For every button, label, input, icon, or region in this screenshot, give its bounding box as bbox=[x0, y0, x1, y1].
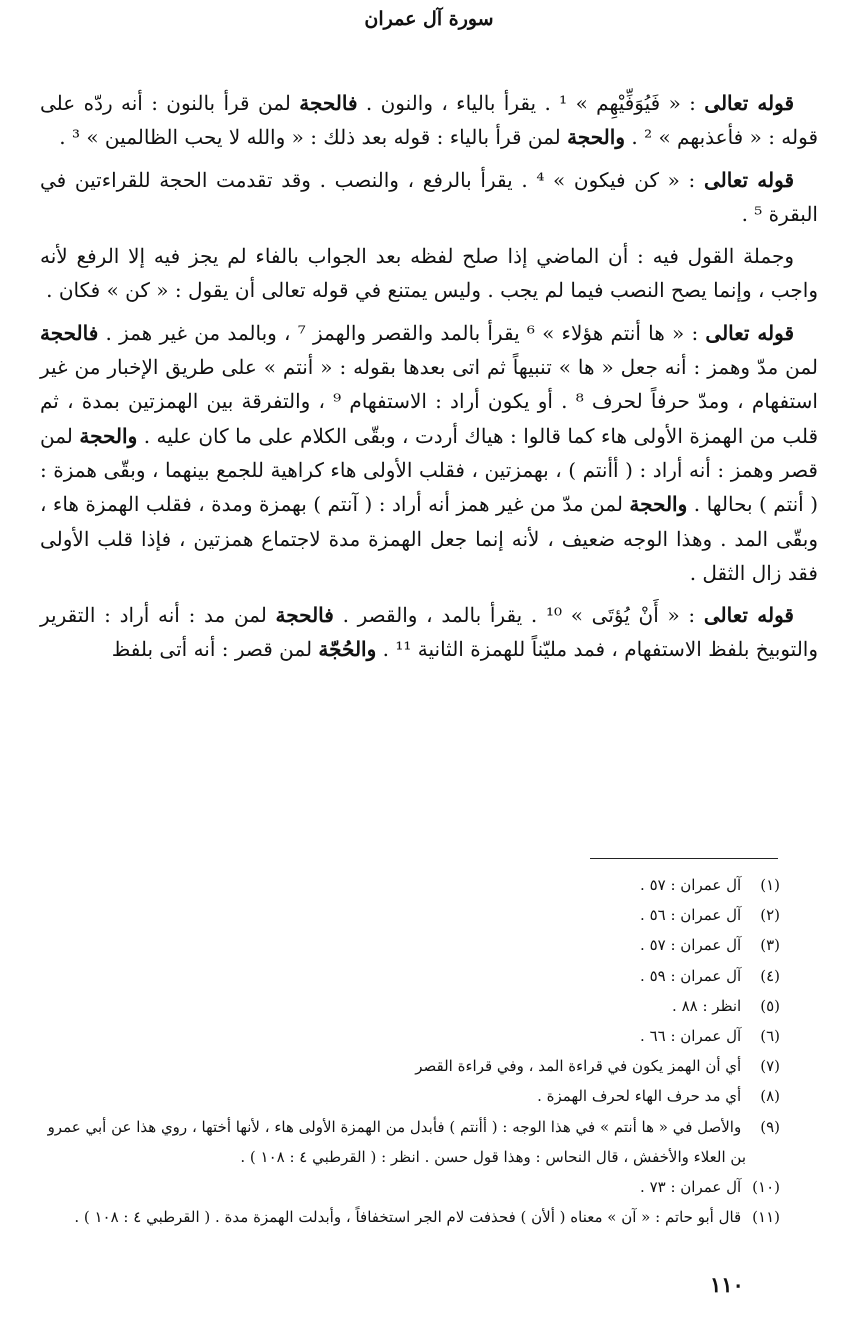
keyword: قوله تعالى bbox=[703, 167, 795, 192]
footnote-text: انظر : ٨٨ . bbox=[672, 996, 742, 1015]
footnote-number: (٢) bbox=[760, 906, 780, 925]
footnote bbox=[30, 930, 780, 960]
footnote bbox=[30, 991, 780, 1021]
paragraph-1 bbox=[40, 86, 818, 155]
keyword: قوله تعالى bbox=[704, 91, 795, 115]
footnote-text: آل عمران : ٥٦ . bbox=[640, 906, 742, 925]
footnote-text: والأصل في « ها أنتم » في هذا الوجه : ( أأنتم ) فأبدل من الهمزة الأولى هاء ، لأنها أختها ، روي هذا عن أبي عمرو bbox=[47, 1117, 742, 1136]
footnote-number: (١) bbox=[760, 876, 780, 894]
footnote-text: آل عمران : ٥٧ . bbox=[640, 876, 742, 894]
footnote bbox=[30, 961, 780, 991]
paragraph-2 bbox=[40, 163, 818, 232]
footnote-number: (٥) bbox=[760, 996, 780, 1015]
footnote-number: (٣) bbox=[760, 936, 780, 955]
keyword: فالحجة bbox=[275, 603, 334, 628]
footnote-text: أي مد حرف الهاء لحرف الهمزة . bbox=[537, 1087, 742, 1106]
footnote-number: (١٠) bbox=[752, 1178, 780, 1197]
text-run: لمن مد : أنه أراد : التقرير والتوبيخ بلفظ الاستفهام ، فمد مليّناً للهمزة الثانية ¹¹ . bbox=[40, 603, 818, 662]
footnote-separator bbox=[590, 858, 778, 859]
keyword: فالحجة bbox=[40, 320, 99, 345]
footnote-text: بن العلاء والأخفش ، قال النحاس : وهذا قول حسن . انظر : ( القرطبي ٤ : ١٠٨ ) . bbox=[240, 1147, 746, 1166]
text-run: لمن مدّ من غير همز أنه أراد : ( آنتم ) بهمزة ومدة ، فقلب الهمزة هاء ، وبقّى المد . وهذا الوجه ضعيف ، لأنه إنما جعل الهمزة مدة لاجتماع همزتين ، فإذا قلب الأولى فقد زال الثقل . bbox=[40, 492, 819, 585]
footnote-continuation bbox=[30, 1142, 780, 1172]
text-run: : « ها أنتم هؤلاء » ⁶ يقرأ بالمد والقصر والهمز ⁷ ، وبالمد من غير همز . bbox=[105, 320, 699, 345]
footnote bbox=[30, 1112, 780, 1142]
page-number: ١١٠ bbox=[710, 1272, 744, 1297]
keyword: قوله تعالى bbox=[703, 603, 794, 628]
text-run: لمن قرأ بالنون : أنه ردّه على قوله : « فأعذبهم » ² . bbox=[40, 91, 818, 150]
footnote-number: (٩) bbox=[760, 1117, 780, 1136]
footnote bbox=[30, 870, 780, 900]
footnote-number: (٨) bbox=[760, 1087, 780, 1106]
text-run: لمن قرأ بالياء : قوله بعد ذلك : « والله لا يحب الظالمين » ³ . bbox=[59, 125, 561, 150]
footnote bbox=[30, 1051, 780, 1081]
footnote-number: (٧) bbox=[760, 1057, 780, 1076]
footnote-number: (٤) bbox=[760, 966, 780, 985]
footnote bbox=[30, 1202, 780, 1232]
text-run: لمن مدّ وهمز : أنه جعل « ها » تنبيهاً ثم اتى بعدها بقوله : « أنتم » على طريق الإخبار من غير استفهام ، ومدّ حرفاً لحرف ⁸ . أو يكون أراد : الاستفهام ⁹ ، والتفرقة بين الهمزتين بمدة ، ثم قلب من الهمزة الأولى هاء كما قالوا : هياك أردت ، وبقّى الكلام على ما كان عليه . bbox=[40, 355, 819, 448]
footnote bbox=[30, 1021, 780, 1051]
keyword: والحجة bbox=[629, 492, 688, 517]
footnote-number: (١١) bbox=[752, 1208, 780, 1227]
text-run: لمن قصر : أنه أتى بلفظ bbox=[111, 637, 313, 662]
footnote-text: أي أن الهمز يكون في قراءة المد ، وفي قراءة القصر bbox=[415, 1057, 742, 1076]
paragraph-4 bbox=[40, 316, 818, 590]
text-run: : « فَيُوَفِّيْهِم » ¹ . يقرأ بالياء ، والنون . bbox=[365, 91, 696, 115]
text-run: : « أَنْ يُؤتَى » ¹⁰ . يقرأ بالمد ، والقصر . bbox=[342, 603, 696, 628]
footnote-text: آل عمران : ٧٣ . bbox=[640, 1178, 742, 1197]
keyword: والحجة bbox=[79, 423, 138, 448]
keyword: قوله تعالى bbox=[705, 320, 795, 345]
paragraph-5 bbox=[40, 598, 818, 667]
keyword: والحجة bbox=[567, 125, 625, 150]
text-run: : « كن فيكون » ⁴ . يقرأ بالرفع ، والنصب . وقد تقدمت الحجة للقراءتين في البقرة ⁵ . bbox=[40, 167, 818, 226]
footnotes bbox=[30, 870, 780, 1232]
footnote bbox=[30, 900, 780, 930]
keyword: فالحجة bbox=[299, 91, 358, 115]
footnote bbox=[30, 1081, 780, 1111]
footnote-text: قال أبو حاتم : « آن » معناه ( ألأن ) فحذفت لام الجر استخفافاً ، وأبدلت الهمزة مدة . ( القرطبي ٤ : ١٠٨ ) . bbox=[74, 1208, 742, 1227]
footnote-text: آل عمران : ٥٧ . bbox=[640, 936, 742, 955]
footnote-text: آل عمران : ٥٩ . bbox=[640, 966, 742, 985]
main-text bbox=[40, 86, 818, 675]
keyword: والحُجّة bbox=[318, 637, 377, 662]
footnote bbox=[30, 1172, 780, 1202]
footnote-text: آل عمران : ٦٦ . bbox=[640, 1027, 742, 1046]
footnote-number: (٦) bbox=[760, 1027, 780, 1046]
text-run: وجملة القول فيه : أن الماضي إذا صلح لفظه بعد الجواب بالفاء لم يجز فيه إلا الرفع لأنه واجب ، وإنما يصح النصب فيما لم يجب . وليس يمتنع في قوله تعالى أن يقول : « كن » فكان . bbox=[40, 244, 818, 303]
running-head: سورة آل عمران bbox=[364, 8, 494, 30]
text-run: لمن قصر وهمز : أنه أراد : ( أأنتم ) ، بهمزتين ، فقلب الأولى هاء كراهية للجمع بينهما ، وبقّى همزة : ( أنتم ) بحالها . bbox=[40, 423, 819, 517]
paragraph-3 bbox=[40, 239, 818, 308]
